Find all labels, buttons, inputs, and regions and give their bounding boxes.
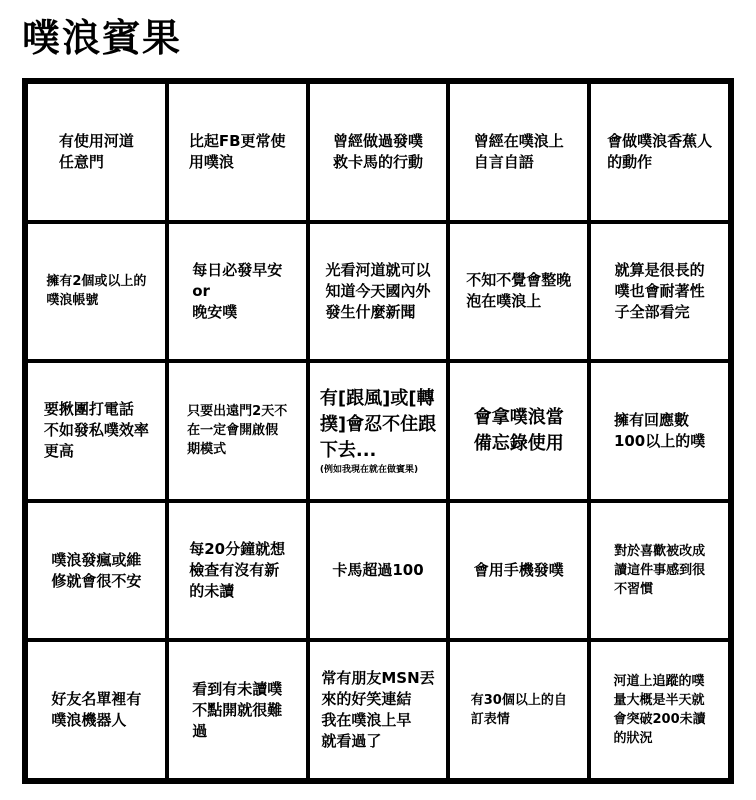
cell-text: 卡馬超過100 bbox=[332, 561, 424, 580]
bingo-cell bbox=[169, 503, 306, 639]
bingo-cell bbox=[591, 642, 728, 778]
bingo-cell bbox=[28, 224, 165, 360]
cell-text: 會拿噗浪當 備忘錄使用 bbox=[473, 406, 564, 454]
cell-text: 每日必發早安 or 晚安噗 bbox=[192, 260, 283, 321]
cell-text: 有使用河道 任意門 bbox=[58, 131, 134, 171]
cell-text: 常有朋友MSN丟 來的好笑連結 我在噗浪上早 就看過了 bbox=[321, 669, 435, 751]
cell-text: 要揪團打電話 不如發私噗效率 更高 bbox=[43, 400, 149, 461]
cell-text: 就算是很長的 噗也會耐著性 子全部看完 bbox=[614, 260, 705, 321]
cell-text: 好友名單裡有 噗浪機器人 bbox=[51, 690, 142, 730]
cell-text: 擁有2個或以上的 噗浪帳號 bbox=[46, 274, 147, 309]
cell-text: 有[跟風]或[轉 撲]會忍不住跟 下去... bbox=[319, 387, 437, 461]
bingo-cell bbox=[28, 503, 165, 639]
cell-text: 不知不覺會整晚 泡在噗浪上 bbox=[466, 271, 572, 311]
bingo-cell bbox=[310, 642, 447, 778]
cell-text: 會用手機發噗 bbox=[473, 561, 564, 580]
bingo-cell bbox=[310, 224, 447, 360]
cell-text: 光看河道就可以 知道今天國內外 發生什麼新聞 bbox=[325, 260, 431, 321]
bingo-cell bbox=[450, 224, 587, 360]
bingo-cell bbox=[28, 642, 165, 778]
cell-text: 看到有未讀噗 不點開就很難 過 bbox=[192, 679, 283, 740]
bingo-cell bbox=[591, 503, 728, 639]
bingo-grid bbox=[22, 78, 734, 784]
page-title: 噗浪賓果 bbox=[22, 16, 183, 60]
bingo-cell bbox=[450, 363, 587, 499]
bingo-cell bbox=[28, 84, 165, 220]
bingo-cell bbox=[450, 84, 587, 220]
bingo-cell bbox=[591, 363, 728, 499]
cell-text: 比起FB更常使 用噗浪 bbox=[188, 131, 286, 171]
cell-text: 擁有回應數 100以上的噗 bbox=[613, 410, 706, 450]
cell-text: 曾經做過發噗 救卡馬的行動 bbox=[332, 131, 423, 171]
bingo-cell bbox=[169, 84, 306, 220]
cell-text: 曾經在噗浪上 自言自語 bbox=[473, 131, 564, 171]
bingo-cell bbox=[169, 642, 306, 778]
cell-text: 對於喜歡被改成 讀這件事感到很 不習慣 bbox=[614, 544, 706, 598]
cell-text: 有30個以上的自 訂表情 bbox=[470, 693, 567, 728]
bingo-cell bbox=[310, 363, 447, 499]
bingo-cell bbox=[450, 503, 587, 639]
cell-note: (例如我現在就在做賓果) bbox=[319, 464, 419, 475]
bingo-cell bbox=[310, 84, 447, 220]
cell-text: 噗浪發瘋或維 修就會很不安 bbox=[51, 550, 142, 590]
cell-text: 只要出遠門2天不 在一定會開啟假 期模式 bbox=[187, 404, 288, 458]
bingo-cell bbox=[28, 363, 165, 499]
bingo-cell bbox=[450, 642, 587, 778]
bingo-cell bbox=[169, 363, 306, 499]
bingo-cell bbox=[591, 84, 728, 220]
cell-text: 河道上追蹤的噗 量大概是半天就 會突破200未讀 的狀況 bbox=[613, 674, 706, 747]
bingo-cell bbox=[310, 503, 447, 639]
bingo-cell bbox=[169, 224, 306, 360]
cell-text: 會做噗浪香蕉人 的動作 bbox=[607, 131, 713, 171]
bingo-cell bbox=[591, 224, 728, 360]
cell-text: 每20分鐘就想 檢查有沒有新 的未讀 bbox=[189, 540, 286, 601]
